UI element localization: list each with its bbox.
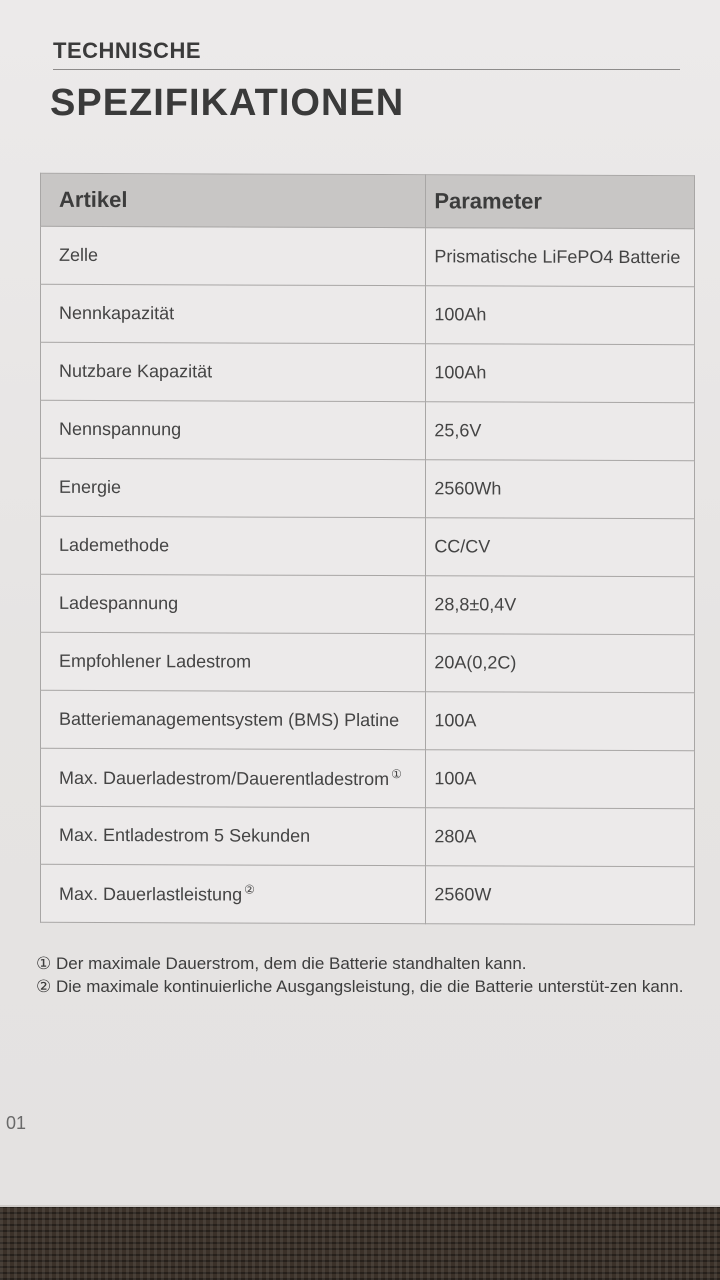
row-value: 280A <box>426 808 695 867</box>
row-value: 20A(0,2C) <box>426 634 695 693</box>
row-value: 100A <box>426 750 695 809</box>
table-row <box>41 690 695 751</box>
footnote-1: ① Der maximale Dauerstrom, dem die Batterie standhalten kann. <box>36 954 527 973</box>
row-value: 100A <box>426 692 695 751</box>
row-value: 100Ah <box>426 344 695 403</box>
row-item-label: Max. Dauerlastleistung <box>59 883 243 905</box>
row-item: Nutzbare Kapazität <box>41 342 426 401</box>
row-item: Max. Entladestrom 5 Sekunden <box>41 806 426 865</box>
row-item: Energie <box>41 458 426 517</box>
footnote-marker: ② <box>244 882 255 897</box>
spec-table <box>40 173 695 926</box>
table-row <box>41 400 695 461</box>
fabric-background <box>0 1207 720 1280</box>
row-item: Ladespannung <box>41 574 426 633</box>
row-item: Zelle <box>41 226 426 285</box>
row-value: Prismatische LiFePO4 Batterie <box>426 228 695 287</box>
row-item-with-footnote <box>41 748 426 807</box>
section-title-line1: TECHNISCHE <box>53 38 202 63</box>
table-row <box>41 342 695 403</box>
table-row <box>41 284 695 345</box>
title-divider <box>53 69 680 70</box>
footnote-marker: ① <box>391 767 402 782</box>
table-row <box>41 864 695 925</box>
row-value: CC/CV <box>426 518 695 577</box>
table-row <box>41 632 695 693</box>
row-value: 2560Wh <box>426 460 695 519</box>
table-row <box>41 226 695 287</box>
row-item: Nennkapazität <box>41 284 426 343</box>
footnotes <box>36 952 706 998</box>
row-value: 2560W <box>426 866 695 925</box>
column-header-item: Artikel <box>41 173 426 227</box>
table-header-row <box>41 173 695 229</box>
footnote-2: ② Die maximale kontinuierliche Ausgangsleistung, die die Batterie unterstüt-zen kann. <box>36 977 684 996</box>
table-row <box>41 806 695 867</box>
row-item: Nennspannung <box>41 400 426 459</box>
column-header-parameter: Parameter <box>426 175 695 229</box>
row-item-with-footnote <box>41 864 426 923</box>
table-row <box>41 748 695 809</box>
row-value: 28,8±0,4V <box>426 576 695 635</box>
table-row <box>41 516 695 577</box>
row-item: Empfohlener Ladestrom <box>41 632 426 691</box>
row-value: 25,6V <box>426 402 695 461</box>
section-title-line2: SPEZIFIKATIONEN <box>50 82 405 124</box>
row-item-label: Max. Dauerladestrom/Dauerentladestrom <box>59 767 390 790</box>
table-row <box>41 458 695 519</box>
row-value: 100Ah <box>426 286 695 345</box>
row-item: Lademethode <box>41 516 426 575</box>
table-row <box>41 574 695 635</box>
row-item: Batteriemanagementsystem (BMS) Platine <box>41 690 426 749</box>
page-number: 01 <box>6 1113 27 1133</box>
